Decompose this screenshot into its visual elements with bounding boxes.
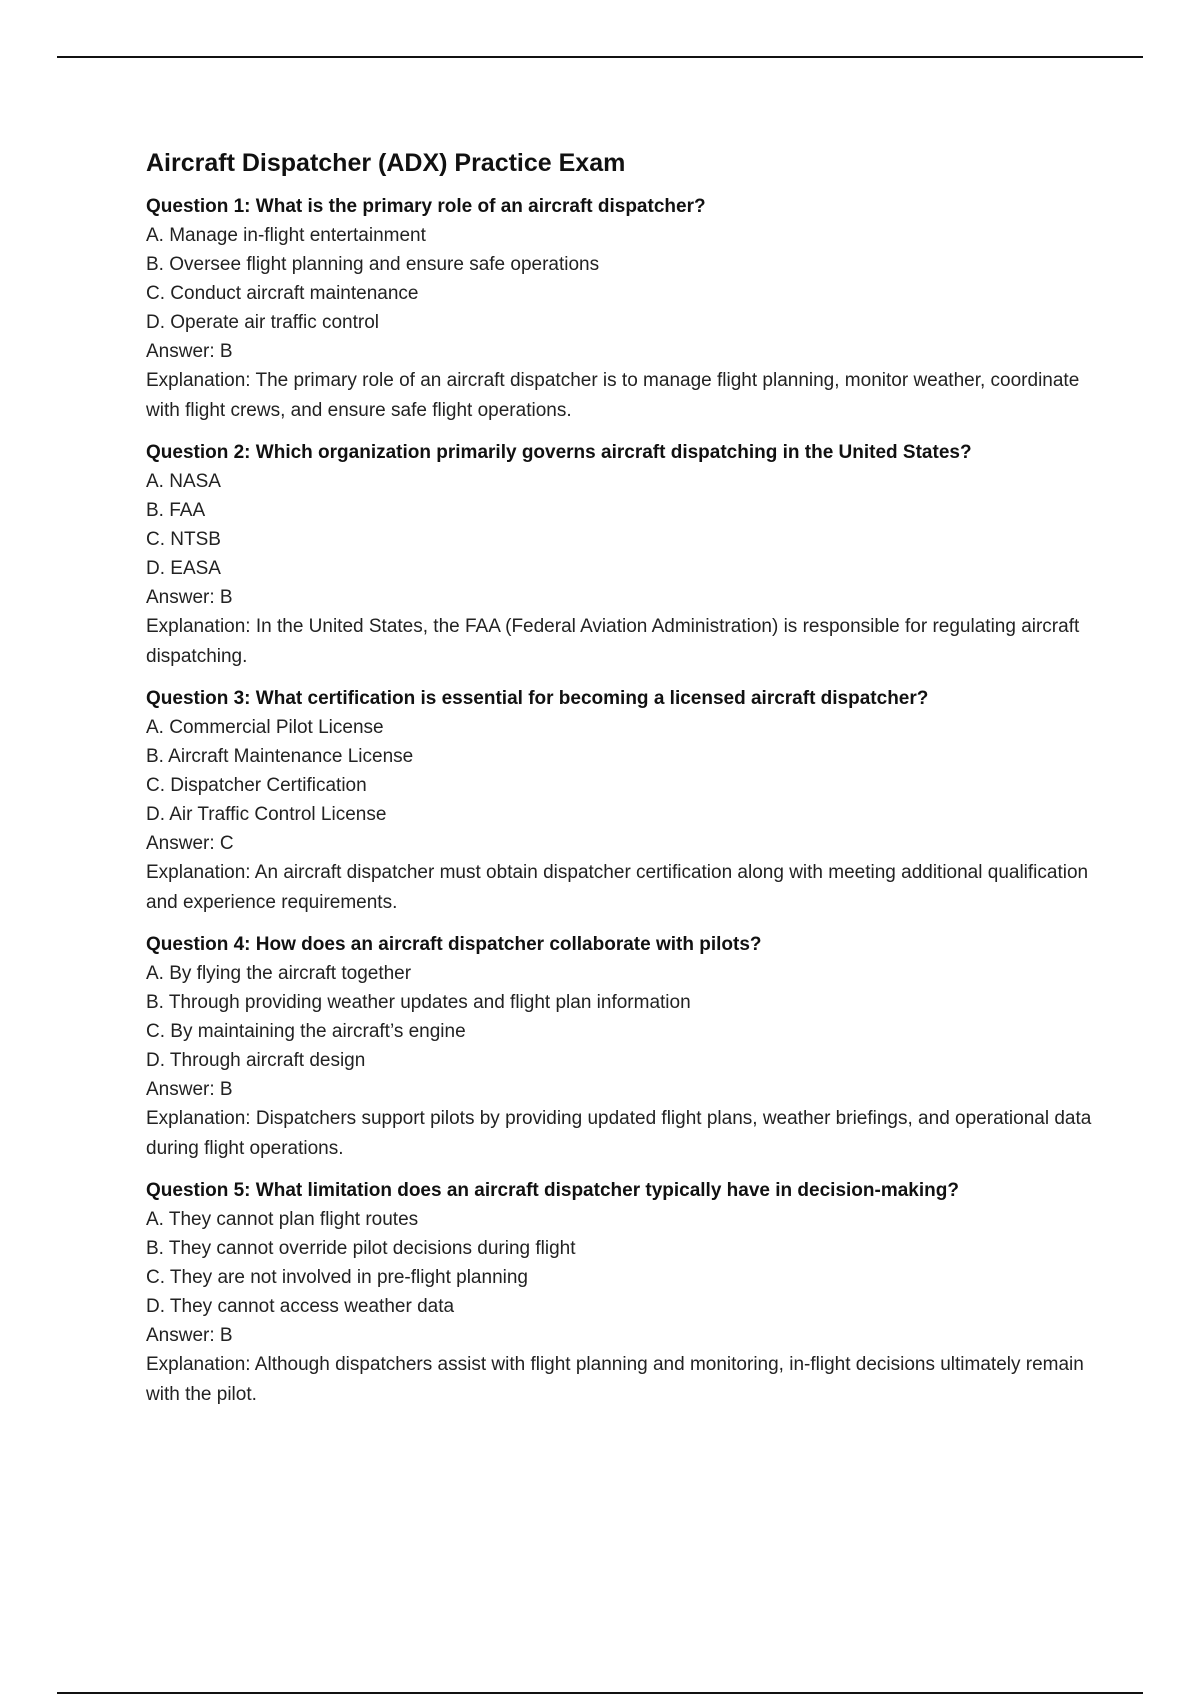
question-block xyxy=(146,930,1096,1164)
question-block xyxy=(146,192,1096,426)
explanation-text: Explanation: Although dispatchers assist with flight planning and monitoring, in-flight decisions ultimately remain with the pilot. xyxy=(146,1354,1084,1405)
option-b: B. Oversee flight planning and ensure safe operations xyxy=(146,254,600,275)
answer-line: Answer: B xyxy=(146,341,233,362)
answer-line: Answer: B xyxy=(146,587,233,608)
explanation-text: Explanation: Dispatchers support pilots by providing updated flight plans, weather briefings, and operational data during flight operations. xyxy=(146,1108,1092,1159)
question-block xyxy=(146,438,1096,672)
page-title: Aircraft Dispatcher (ADX) Practice Exam xyxy=(146,149,626,177)
explanation-text: Explanation: In the United States, the FAA (Federal Aviation Administration) is responsible for regulating aircraft dispatching. xyxy=(146,616,1080,667)
question-text: Question 3: What certification is essential for becoming a licensed aircraft dispatcher? xyxy=(146,688,929,709)
answer-line: Answer: C xyxy=(146,833,234,854)
option-c: C. By maintaining the aircraft’s engine xyxy=(146,1021,466,1042)
option-d: D. They cannot access weather data xyxy=(146,1296,455,1317)
option-a: A. By flying the aircraft together xyxy=(146,963,412,984)
answer-line: Answer: B xyxy=(146,1325,233,1346)
option-c: C. Conduct aircraft maintenance xyxy=(146,283,419,304)
option-a: A. Manage in-flight entertainment xyxy=(146,225,426,246)
top-rule xyxy=(57,56,1143,58)
explanation-text: Explanation: An aircraft dispatcher must obtain dispatcher certification along with meeting additional qualification and experience requirements. xyxy=(146,862,1089,913)
option-b: B. They cannot override pilot decisions during flight xyxy=(146,1238,576,1259)
option-c: C. NTSB xyxy=(146,529,221,550)
question-text: Question 4: How does an aircraft dispatcher collaborate with pilots? xyxy=(146,934,762,955)
option-b: B. FAA xyxy=(146,500,206,521)
explanation-text: Explanation: The primary role of an aircraft dispatcher is to manage flight planning, monitor weather, coordinate with flight crews, and ensure safe flight operations. xyxy=(146,370,1080,421)
option-b: B. Aircraft Maintenance License xyxy=(146,746,414,767)
bottom-rule xyxy=(57,1692,1143,1694)
option-a: A. NASA xyxy=(146,471,221,492)
document-body xyxy=(146,146,1096,1422)
option-a: A. Commercial Pilot License xyxy=(146,717,384,738)
option-b: B. Through providing weather updates and flight plan information xyxy=(146,992,691,1013)
question-text: Question 1: What is the primary role of an aircraft dispatcher? xyxy=(146,196,706,217)
answer-line: Answer: B xyxy=(146,1079,233,1100)
option-c: C. Dispatcher Certification xyxy=(146,775,367,796)
question-block xyxy=(146,1176,1096,1410)
option-d: D. Operate air traffic control xyxy=(146,312,380,333)
option-d: D. Air Traffic Control License xyxy=(146,804,387,825)
question-text: Question 5: What limitation does an aircraft dispatcher typically have in decision-making? xyxy=(146,1180,959,1201)
question-block xyxy=(146,684,1096,918)
option-d: D. Through aircraft design xyxy=(146,1050,366,1071)
option-a: A. They cannot plan flight routes xyxy=(146,1209,419,1230)
question-text: Question 2: Which organization primarily governs aircraft dispatching in the United States? xyxy=(146,442,972,463)
option-c: C. They are not involved in pre-flight planning xyxy=(146,1267,528,1288)
option-d: D. EASA xyxy=(146,558,221,579)
